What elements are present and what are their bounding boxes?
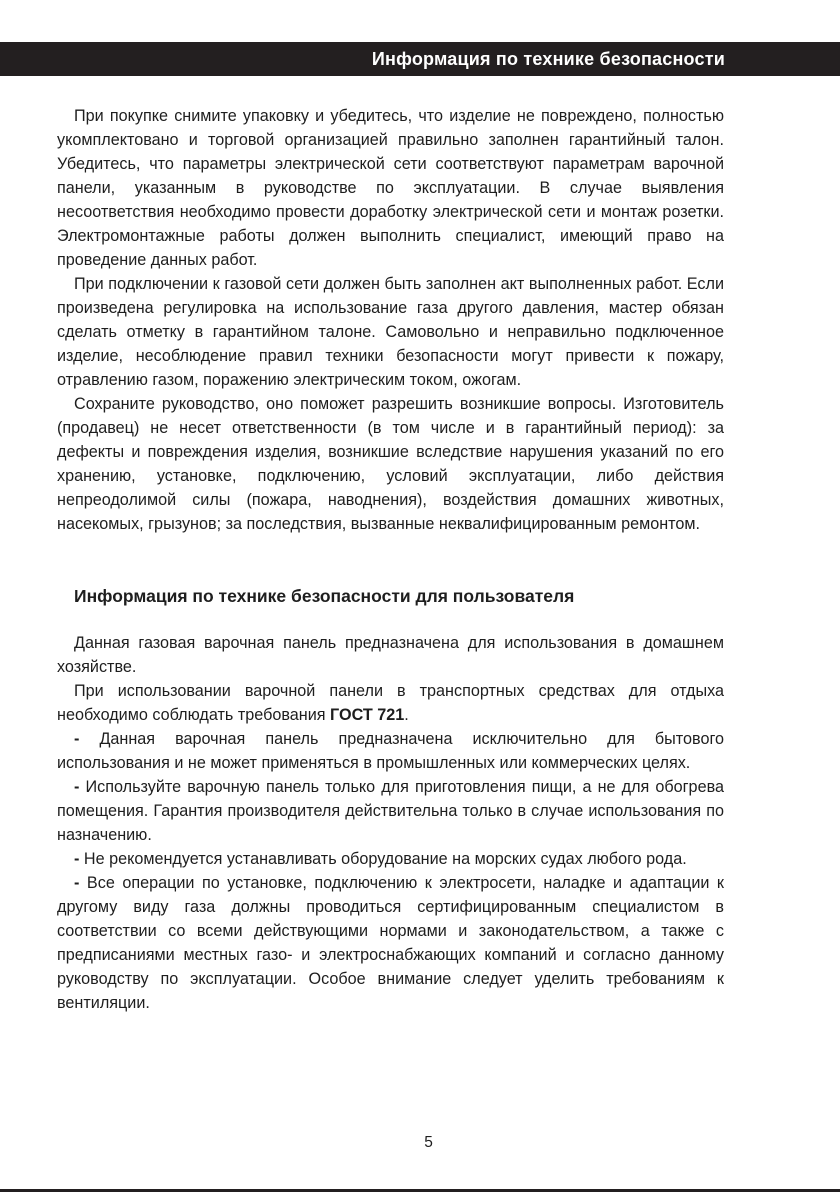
dash-marker: - (74, 730, 80, 748)
dash-list-item (57, 775, 724, 847)
section-body (57, 631, 724, 1015)
section-heading: Информация по технике безопасности для пользователя (74, 586, 575, 606)
dash-list-item (57, 871, 724, 1015)
dash-list-item (57, 847, 724, 871)
list-item-text: Данная варочная панель предназначена исключительно для бытового использования и не может применяться в промышленных или коммерческих целях. (57, 730, 724, 772)
page-header-title: Информация по технике безопасности (371, 49, 725, 69)
header-bar (0, 42, 840, 76)
section-paragraph: Данная газовая варочная панель предназначена для использования в домашнем хозяйстве. (57, 634, 724, 676)
page-number: 5 (424, 1134, 433, 1151)
intro-paragraph: При покупке снимите упаковку и убедитесь, что изделие не повреждено, полностью укомплектовано и торговой организацией правильно заполнен гарантийный талон. Убедитесь, что параметры электрической сети соответствуют параметрам варочной панели, указанным в руководстве по эксплуатации. В случае выявления несоответствия необходимо провести доработку электрической сети и монтаж розетки. Электромонтажные работы должен выполнить специалист, имеющий право на проведение данных работ. (57, 107, 724, 269)
list-item-text: Все операции по установке, подключению к электросети, наладке и адаптации к другому виду газа должны проводиться сертифицированным специалистом в соответствии со всеми действующими нормами и законодательством, а также с предписаниями местных газо- и электроснабжающих компаний и согласно данному руководству по эксплуатации. Особое внимание следует уделить требованиям к вентиляции. (57, 874, 725, 1012)
paragraph-end: . (404, 706, 409, 724)
paragraph-text: При использовании варочной панели в транспортных средствах для отдыха необходимо соблюдать требования (57, 682, 724, 724)
dash-marker: - (74, 874, 80, 892)
standard-reference: ГОСТ 721 (330, 706, 405, 724)
dash-marker: - (74, 778, 80, 796)
section-paragraph-gost (57, 679, 724, 727)
intro-paragraph: Сохраните руководство, оно поможет разрешить возникшие вопросы. Изготовитель (продавец) не несет ответственности (в том числе и в гарантийный период): за дефекты и повреждения изделия, возникшие вследствие нарушения указаний по его хранению, установке, подключению, условий эксплуатации, либо действия непреодолимой силы (пожара, наводнения), воздействия домашних животных, насекомых, грызунов; за последствия, вызванные неквалифицированным ремонтом. (57, 395, 724, 533)
dash-marker: - (74, 850, 80, 868)
page-content (57, 104, 724, 1015)
intro-paragraph: При подключении к газовой сети должен быть заполнен акт выполненных работ. Если произведена регулировка на использование газа другого давления, мастер обязан сделать отметку в гарантийном талоне. Самовольно и неправильно подключенное изделие, несоблюдение правил техники безопасности могут привести к пожару, отравлению газом, поражению электрическим током, ожогам. (57, 275, 724, 389)
list-item-text: Не рекомендуется устанавливать оборудование на морских судах любого рода. (83, 850, 687, 868)
dash-list-item (57, 727, 724, 775)
list-item-text: Используйте варочную панель только для приготовления пищи, а не для обогрева помещения. Гарантия производителя действительна только в случае использования по назначению. (57, 778, 724, 844)
